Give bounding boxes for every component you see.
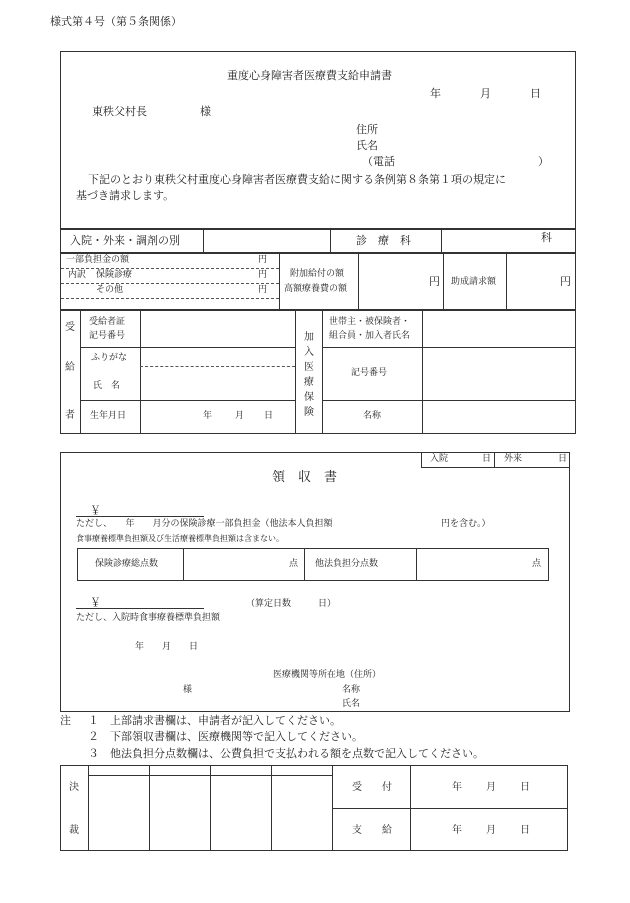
accept-label: 受 付 bbox=[352, 782, 392, 793]
note-2-number: ２ bbox=[88, 730, 99, 743]
birth-date-label[interactable]: 生年月日 bbox=[90, 411, 127, 421]
form-number: 様式第４号（第５条関係） bbox=[50, 15, 182, 28]
other-yen: 円 bbox=[258, 285, 268, 295]
receipt-line-3: ただし、入院時食事療養標準負担額 bbox=[76, 613, 221, 623]
receipt-date[interactable]: 年 月 日 bbox=[135, 642, 199, 652]
receipt-honorific: 様 bbox=[183, 685, 193, 695]
calc-days-label: （算定日数 日） bbox=[246, 599, 337, 609]
other-points-unit: 点 bbox=[532, 559, 542, 569]
receipt-line-2: 食事療養標準負担額及び生活療養標準負担額は含まない。 bbox=[76, 534, 284, 543]
note-1-text: 上部請求書欄は、申請者が記入してください。 bbox=[110, 714, 341, 727]
additional-benefit-label: 附加給付の額 bbox=[290, 269, 345, 279]
department-suffix: 科 bbox=[541, 231, 552, 244]
breakdown-label: 内訳 bbox=[68, 270, 87, 280]
birth-year: 年 bbox=[203, 411, 213, 421]
payment-day: 日 bbox=[520, 825, 530, 836]
insurance-yen: 円 bbox=[258, 270, 268, 280]
holder-label-2[interactable]: 組合員・加入者氏名 bbox=[329, 331, 411, 341]
insurance-side-label: 加入医療保険 bbox=[304, 332, 314, 418]
receipt-yen-mark-1: ￥ bbox=[90, 504, 101, 517]
facility-address-label[interactable]: 医療機関等所在地（住所） bbox=[273, 670, 382, 680]
approval-label-1: 決 bbox=[69, 782, 79, 793]
recipient-side-label-1: 受 bbox=[65, 322, 75, 333]
partial-yen: 円 bbox=[258, 255, 268, 265]
recipient-name-label[interactable]: 氏 名 bbox=[93, 381, 121, 391]
extra-yen: 円 bbox=[429, 275, 440, 288]
receipt-outpatient-day: 日 bbox=[558, 454, 568, 464]
recipient-insurance-section bbox=[60, 310, 576, 434]
recipient-side-label-3: 者 bbox=[65, 410, 75, 421]
partial-burden-label: 一部負担金の額 bbox=[66, 255, 130, 265]
payment-month: 月 bbox=[486, 825, 496, 836]
receipt-line-1-end: 円を含む。） bbox=[441, 519, 491, 529]
note-3-text: 他法負担分点数欄は、公費負担で支払われる額を点数で記入してください。 bbox=[110, 747, 484, 760]
applicant-name-label[interactable]: 氏名 bbox=[356, 139, 378, 152]
visit-type-label: 入院・外来・調剤の別 bbox=[70, 234, 180, 247]
certificate-number-label[interactable]: 記号番号 bbox=[89, 331, 126, 341]
facility-name-label[interactable]: 名称 bbox=[342, 685, 361, 695]
payment-label: 支 給 bbox=[352, 825, 392, 836]
application-body-line2: 基づき請求します。 bbox=[76, 189, 175, 202]
accept-day: 日 bbox=[520, 782, 530, 793]
other-points-label: 他法負担分点数 bbox=[315, 559, 379, 569]
furigana-label[interactable]: ふりがな bbox=[91, 353, 128, 363]
receipt-inpatient-label: 入院 bbox=[430, 454, 449, 464]
department-label: 診 療 科 bbox=[356, 234, 411, 247]
high-cost-label: 高額療養費の額 bbox=[284, 284, 348, 294]
total-points-label: 保険診療総点数 bbox=[95, 559, 159, 569]
application-date-day[interactable]: 日 bbox=[530, 87, 541, 100]
grant-request-label: 助成請求額 bbox=[451, 277, 497, 287]
certificate-label: 受給者証 bbox=[89, 317, 126, 327]
holder-label-1: 世帯主・被保険者・ bbox=[329, 317, 411, 327]
addressee: 東秩父村長 bbox=[92, 105, 147, 118]
birth-month: 月 bbox=[235, 411, 245, 421]
application-body-line1: 下記のとおり東秩父村重度心身障害者医療費支給に関する条例第８条第１項の規定に bbox=[88, 173, 506, 186]
grant-yen: 円 bbox=[560, 275, 571, 288]
accept-month: 月 bbox=[486, 782, 496, 793]
applicant-address-label[interactable]: 住所 bbox=[356, 123, 378, 136]
receipt-line-1: ただし、 年 月分の保険診療一部負担金（他法本人負担額 bbox=[76, 519, 333, 529]
receipt-title: 領 収 書 bbox=[272, 470, 338, 485]
insurance-treatment-label: 保険診療 bbox=[96, 270, 133, 280]
applicant-phone-label[interactable]: （電話 bbox=[362, 155, 395, 168]
application-date-year[interactable]: 年 bbox=[430, 87, 441, 100]
note-2-text: 下部領収書欄は、医療機関等で記入してください。 bbox=[110, 730, 363, 743]
note-3-number: ３ bbox=[88, 747, 99, 760]
facility-person-label[interactable]: 氏名 bbox=[342, 699, 361, 709]
insurance-number-label[interactable]: 記号番号 bbox=[351, 368, 388, 378]
recipient-side-label-2: 給 bbox=[65, 362, 75, 373]
application-title: 重度心身障害者医療費支給申請書 bbox=[227, 69, 392, 82]
other-label: その他 bbox=[96, 285, 124, 295]
payment-year: 年 bbox=[452, 825, 462, 836]
applicant-phone-close: ） bbox=[538, 155, 549, 168]
addressee-honorific: 様 bbox=[200, 105, 211, 118]
total-points-unit: 点 bbox=[289, 559, 299, 569]
application-date-month[interactable]: 月 bbox=[480, 87, 491, 100]
note-1-number: １ bbox=[88, 714, 99, 727]
insurer-name-label[interactable]: 名称 bbox=[363, 411, 382, 421]
receipt-outpatient-label: 外来 bbox=[504, 454, 523, 464]
cost-row bbox=[60, 253, 576, 310]
approval-label-2: 裁 bbox=[69, 825, 79, 836]
receipt-yen-mark-2: ￥ bbox=[90, 596, 101, 609]
accept-year: 年 bbox=[452, 782, 462, 793]
notes-label: 注 bbox=[60, 714, 71, 727]
birth-day: 日 bbox=[264, 411, 274, 421]
receipt-inpatient-day: 日 bbox=[482, 454, 492, 464]
